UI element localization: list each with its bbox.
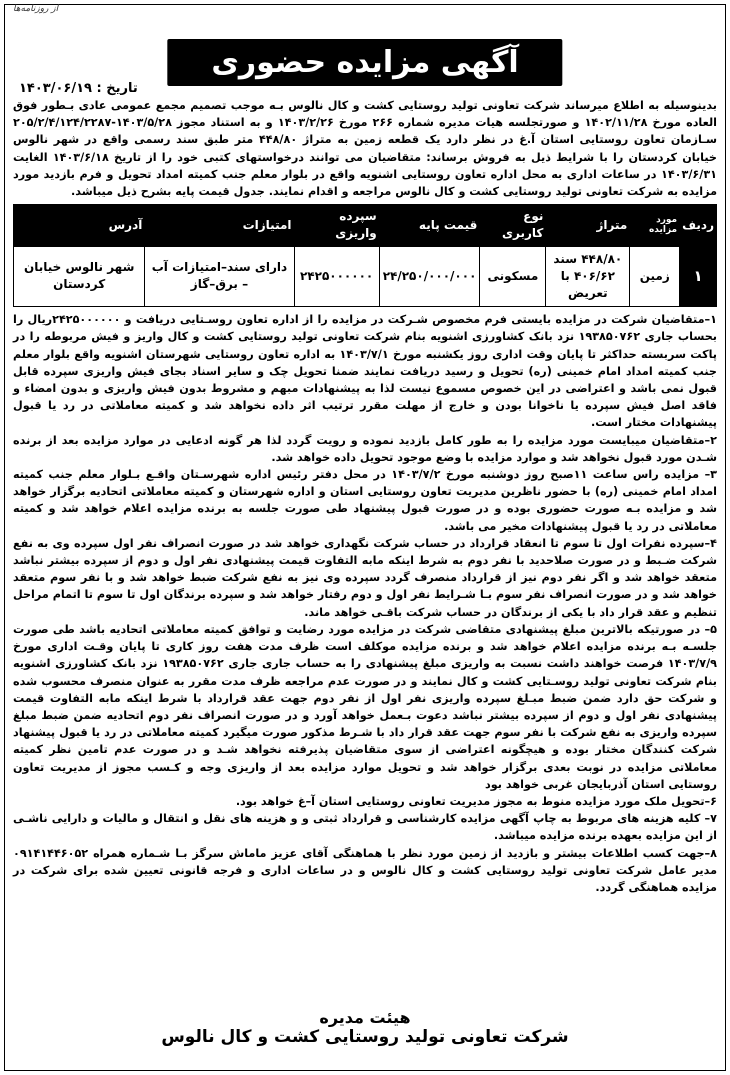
- header-cell: آدرس: [14, 205, 145, 246]
- auction-table: [13, 204, 717, 307]
- header-cell: سپرده واریزی: [294, 205, 379, 246]
- page-title: آگهی مزایده حضوری: [167, 39, 562, 86]
- header-cell: نوع کاربری: [480, 205, 546, 246]
- clause-3: ۳– مزایده راس ساعت ۱۱صبح روز دوشنبه مورخ ۱۴۰۳/۷/۲ در محل دفتر رئیس اداره شهرسـتان واقـع بـلوار معلم جنب کمیته امداد امام خمینی (ره) با حضور ناظرین مدیریت تعاون روستایی استان و اداره شهرستان و کمیته معاملاتی اتحادیه برگزار خواهد شد و مزایده بـه صورت حضوری بوده و در صورت قبول پیشنهاد طی صورت جلسه به برنده مزایده اعلام خواهد شد و کمیته معاملاتی در رد یا قبول پیشنهادات مخیر می باشد.: [13, 468, 718, 533]
- usage-type: مسکونی: [480, 246, 546, 307]
- table-header-row: [14, 205, 717, 246]
- ad-body: [13, 97, 717, 896]
- privileges: دارای سند–امتیازات آب – برق–گاز: [145, 246, 294, 307]
- board-label: هیئت مدیره: [319, 1008, 411, 1027]
- header-cell: قیمت پایه: [379, 205, 480, 246]
- clause-1: ۱–متقاضیان شرکت در مزایده بایستی فرم مخصوص شـرکت در مزایده را از اداره تعاون روسـتایی دریافت و ۲۴۲۵۰۰۰۰۰۰ریال را بحساب جاری ۱۹۳۸۵۰۷۶۲ نزد بانک کشاورزی اشنویه بنام شرکت تعاونی تولید روستایی کشت و کال واریز و فیش مربوطه را در پاکت سربسته حداکثر تا پایان وقت اداری روز یکشنبه مورخ ۱۴۰۳/۷/۱ به اداره تعاون روستایی شهرستان اشنویه واقع بلوار معلم جنب کمیته امداد امام خمینی (ره) تحویل و رسید دریافت نمایند ضمنا تحویل چک و سایر اسناد بجای فیش واریزی سپرده قابل قبول نمی باشد و اعتراضی در این خصوص مسموع نیست لذا به پیشنهادات مبهم و مشروط بدون فیش واریزی و بدون امضاء و فاقد اصل فیش سپرده یا ناخوانا بودن و خارج از مهلت مقرر ترتیب اثر داده نخواهد شد و کمیته معاملاتی در رد یا قبول پیشنهادات مختار است.: [13, 313, 717, 430]
- clause-8: ۸–جهت کسب اطلاعات بیشتر و بازدید از زمین مورد نظر با هماهنگی آقای عزیز ماماش سرگز بـا شـماره همراه ۰۹۱۴۱۴۴۶۰۵۲ مدیر عامل شرکت تعاونی تولید روستایی کشت و کال نالوس و در ساعات اداری و فرجه قانونی تعیین شده برای شرکت در مزایده هماهنگی گردد.: [13, 846, 717, 894]
- clause-6: ۶–تحویل ملک مورد مزایده منوط به مجوز مدیریت تعاونی روستایی استان آ–غ خواهد بود.: [235, 794, 717, 808]
- base-price: ۲۴/۲۵۰/۰۰۰/۰۰۰: [379, 246, 480, 307]
- header: [5, 33, 725, 96]
- auction-item: زمین: [630, 246, 680, 307]
- clause-7: ۷– کلیه هزینه های مربوط به چاپ آگهی مزایده کارشناسی و قرارداد ثبتی و و هزینه های نقل و انتقال و مالیات و دارایی ناشـی از این مزایده بعهده برنده مزایده میباشد.: [13, 812, 717, 843]
- table-row: [14, 246, 717, 307]
- area-cell: [546, 246, 630, 307]
- source-label: از روزنامه‌ها: [13, 4, 59, 14]
- deposit-amount: ۲۴۲۵۰۰۰۰۰۰: [294, 246, 379, 307]
- clause-4: ۴–سپرده نفرات اول تا سوم تا انعقاد قرارداد در حساب شرکت نگهداری خواهد شد در صورت انصراف نفر اول سپرده وی به نفع شرکت ضـبط و در صورت صلاحدید با نفر دوم به شرط اینکه مابه التفاوت قیمت پیشنهادی نفر اول و دوم از سپرده بیشتر نباشد متعقد خواهد شد و اگر نفر دوم نیز از قرارداد منصرف گردد سپرده وی نیز به نفع شرکت ضبط خواهد شد و با نفر سوم متعقد خواهد شد و در صورت انصراف نفر سوم بـا شـرایط نفر اول و دوم رفتار خواهد شد و سپرده برندگان اول تا سوم تا اتمام مراحل تنظیم و عقد قرار داد با یکی از برندگان در حساب شرکت باقـی خواهد ماند.: [13, 536, 717, 619]
- intro-paragraph: بدینوسیله به اطلاع میرساند شرکت تعاونی تولید روستایی کشت و کال نالوس بـه موجب تصمیم مجمع عمومی عادی بـطور فوق العاده مورخ ۱۴۰۲/۱۱/۲۸ و صورتجلسه هیات مدیره شماره ۲۶۶ مورخ ۱۴۰۳/۲/۲۶ و به استناد مجوز ۱۴۰۳/۵/۲۸-۲۰۵/۲/۴/۱۲۴/۲۲۸۷ سـازمان تعاون روستایی استان آ.غ در نظر دارد یک قطعه زمین به متراژ ۴۴۸/۸۰ متر طبق سند رسمی واقع در شهر نالوس خیابان کردستان را با شرایط ذیل به فروش برساند: متقاضیان می توانند درخواستهای کتبی خود را از تاریخ ۱۴۰۳/۶/۱۸ الغایت ۱۴۰۳/۶/۳۱ در ساعات اداری به محل اداره تعاون روستایی اشنویه واقع در بلوار معلم جنب کمیته امداد تحویل و فرم بازدید مورد مزایده به شرکت تعاونی تولید روستایی کشت و کال نالوس مراجعه و اقدام نمایند. جدول قیمت پایه بشرح ذیل میباشد.: [13, 99, 717, 199]
- row-number: ۱: [680, 246, 717, 307]
- area-deed: ۴۴۸/۸۰ سند: [553, 251, 623, 266]
- clause-2: ۲–متقاضیان میبایست مورد مزایده را به طور کامل بازدید نموده و رویت گردد لذا هر گونه ادعایی در موارد مزایده بعد از برنده شـدن مورد قبول نخواهد شد و موارد مزایده با وضع موجود تحویل داده خواهد شد.: [13, 433, 717, 464]
- signature-block: [5, 1004, 725, 1064]
- area-widened: ۴۰۶/۶۲ با تعریض: [560, 268, 615, 301]
- company-name: شرکت تعاونی تولید روستایی کشت و کال نالوس: [161, 1027, 569, 1047]
- header-cell: ردیف: [680, 205, 717, 246]
- header-cell: امتیازات: [145, 205, 294, 246]
- clause-5: ۵– در صورتیکه بالاترین مبلغ پیشنهادی متقاضی شرکت در مزایده مورد رضایت و توافق کمیته معاملاتی اتحادیه باشد طی صورت جلسـه بـه برنده مزایده اعلام خواهد شد و برنده مزایده موکلف است ظرف مدت هفت روز کاری تا پایان وقـت اداری مورخ ۱۴۰۳/۷/۹ فرصت خواهند داشت نسبت به واریزی مبلغ پیشنهادی را به حساب جاری جاری ۱۹۳۸۵۰۷۶۲ نزد بانک کشاورزی اشنویه بنام شرکت تعاونی تولید روسـتایی کشت و کال نمایند و در صورت عدم مراجعه ظرف مدت مقرر به عنوان منصرف محسوب شده و شرکت حق دارد ضمن ضبط مبـلغ سپرده واریزی نفر اول از نفر دوم جهت عقد قرارداد با شرط اینکه مابه التفاوت قیمت پیشنهادی نفر اول و دوم از سپرده بیشتر نباشد دعوت بـعمل خواهد آورد و در صورت انصراف نفر دوم اتحادیه ضمن ضبط مبلغ سپرده واریزی به نفع شرکت با نفر سوم جهت عقد قرار داد با شـرط مذکور صورت میگیرد کمیته معاملاتی در رد یا قبول پیشنهاد شرکت کنندگان مختار بوده و هیچگونه اعتراضی از سوی متقاضیان پذیرفته نخواهد شـد و در صورت عدم تامین نظر کمیته معاملاتی مزایده در نوبت بعدی برگزار خواهد شد و تحویل موارد مزایده بعد از واریزی وجه و کـسب مجوز از مدیریت تعاون روستایی استان آذربایجان غربی خواهد بود: [13, 622, 717, 791]
- advertisement-page: [4, 4, 726, 1071]
- address: شهر نالوس خیابان کردستان: [14, 246, 145, 307]
- header-cell: متراژ: [546, 205, 630, 246]
- header-cell: مورد مزایده: [630, 205, 680, 246]
- publish-date: تاریخ : ۱۴۰۳/۰۶/۱۹: [19, 81, 138, 96]
